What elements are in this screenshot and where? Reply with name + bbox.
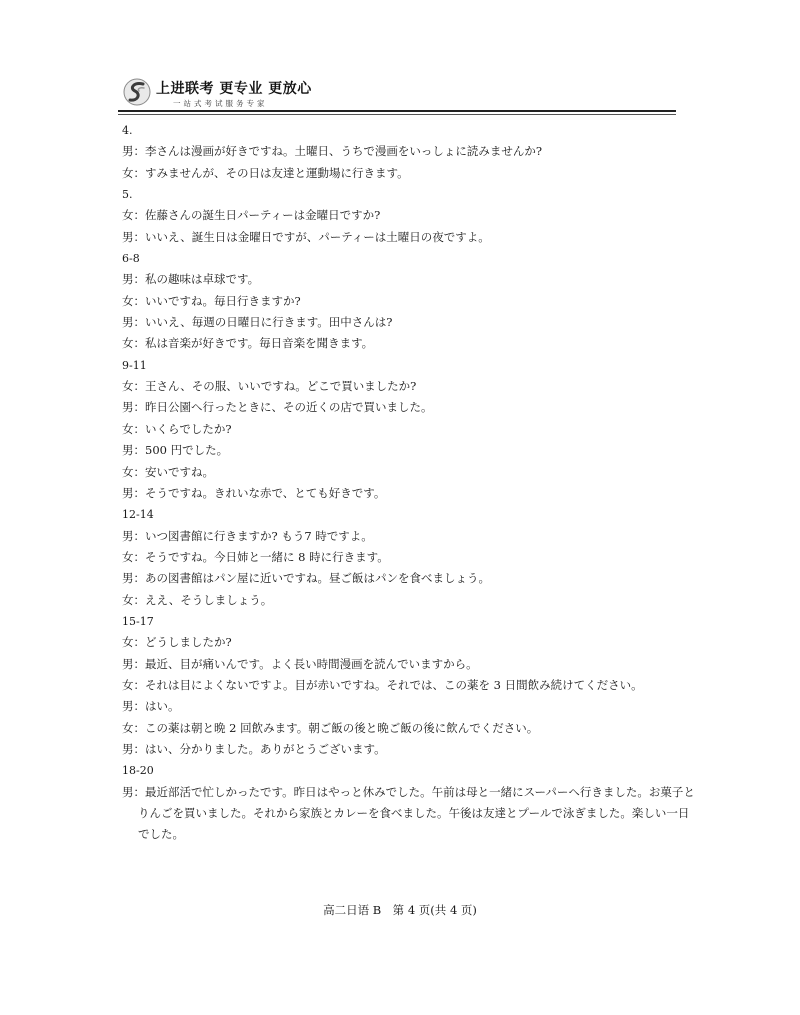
dialogue-line: 女：安いですね。 [122, 464, 214, 479]
dialogue-line: 男：いいえ、毎週の日曜日に行きます。田中さんは? [122, 315, 393, 330]
dialogue-line: 男：いいえ、誕生日は金曜日ですが、パーティーは土曜日の夜ですよ。 [122, 229, 490, 244]
section-label: 4. [122, 124, 133, 137]
dialogue-line: 男：はい、分かりました。ありがとうございます。 [122, 741, 386, 756]
dialogue-line: 男：最近部活で忙しかったです。昨日はやっと休みでした。午前は母と一緒にスーパーへ行きました。お菓子と [122, 784, 695, 799]
dialogue-line: 男：李さんは漫画が好きですね。土曜日、うちで漫画をいっしょに読みませんか? [122, 144, 543, 159]
dialogue-line-continuation: りんごを買いました。それから家族とカレーを食べました。午後は友達とプールで泳ぎました。楽しい一日 [138, 806, 690, 820]
transcript-body [122, 120, 695, 846]
dialogue-line: 女：どうしましたか? [122, 635, 232, 650]
page-footer: 高二日语 B 第 4 页(共 4 页) [323, 903, 477, 917]
section-label: 15-17 [122, 614, 154, 628]
dialogue-line: 女：それは目によくないですよ。目が赤いですね。それでは、この薬を 3 日間飲み続けてください。 [122, 677, 643, 692]
dialogue-line: 男：はい。 [122, 699, 180, 714]
section-label: 6-8 [122, 252, 140, 266]
dialogue-line: 女：この薬は朝と晩 2 回飲みます。朝ご飯の後と晩ご飯の後に飲んでください。 [122, 720, 539, 735]
section-label: 18-20 [122, 764, 154, 778]
dialogue-line: 女：いくらでしたか? [122, 421, 232, 436]
section-label: 12-14 [122, 508, 154, 522]
dialogue-line: 男：私の趣味は卓球です。 [122, 272, 260, 287]
section-label: 5. [122, 188, 133, 202]
dialogue-line-continuation: でした。 [138, 827, 184, 842]
dialogue-line: 女：王さん、その服、いいですね。どこで買いましたか? [122, 379, 417, 394]
dialogue-line: 女：すみませんが、その日は友達と運動場に行きます。 [122, 165, 409, 180]
dialogue-line: 男：500 円でした。 [122, 443, 229, 458]
section-label: 9-11 [122, 358, 147, 372]
dialogue-line: 男：そうですね。きれいな赤で、とても好きです。 [122, 485, 386, 500]
header-rule-thin [118, 114, 676, 115]
dialogue-line: 女：私は音楽が好きです。毎日音楽を聞きます。 [122, 336, 374, 351]
dialogue-line: 女：ええ、そうしましょう。 [122, 592, 273, 607]
brand-name: 上进联考 更专业 更放心 [156, 81, 312, 97]
dialogue-line: 男：最近、目が痛いんです。よく長い時間漫画を読んでいますから。 [122, 656, 478, 671]
brand-tagline: 一站式考试服务专家 [173, 99, 268, 108]
dialogue-line: 女：佐藤さんの誕生日パーティーは金曜日ですか? [122, 208, 381, 223]
page-header [118, 72, 676, 112]
header-rule [118, 110, 676, 112]
dialogue-line: 女：いいですね。毎日行きますか? [122, 293, 301, 308]
dialogue-line: 女：そうですね。今日姉と一緒に 8 時に行きます。 [122, 549, 389, 564]
dialogue-line: 男：昨日公園へ行ったときに、その近くの店で買いました。 [122, 400, 433, 415]
dialogue-line: 男：いつ図書館に行きますか? もう7 時ですよ。 [122, 528, 373, 543]
dialogue-line: 男：あの図書館はパン屋に近いですね。昼ご飯はパンを食べましょう。 [122, 571, 490, 586]
logo-icon [122, 76, 152, 108]
